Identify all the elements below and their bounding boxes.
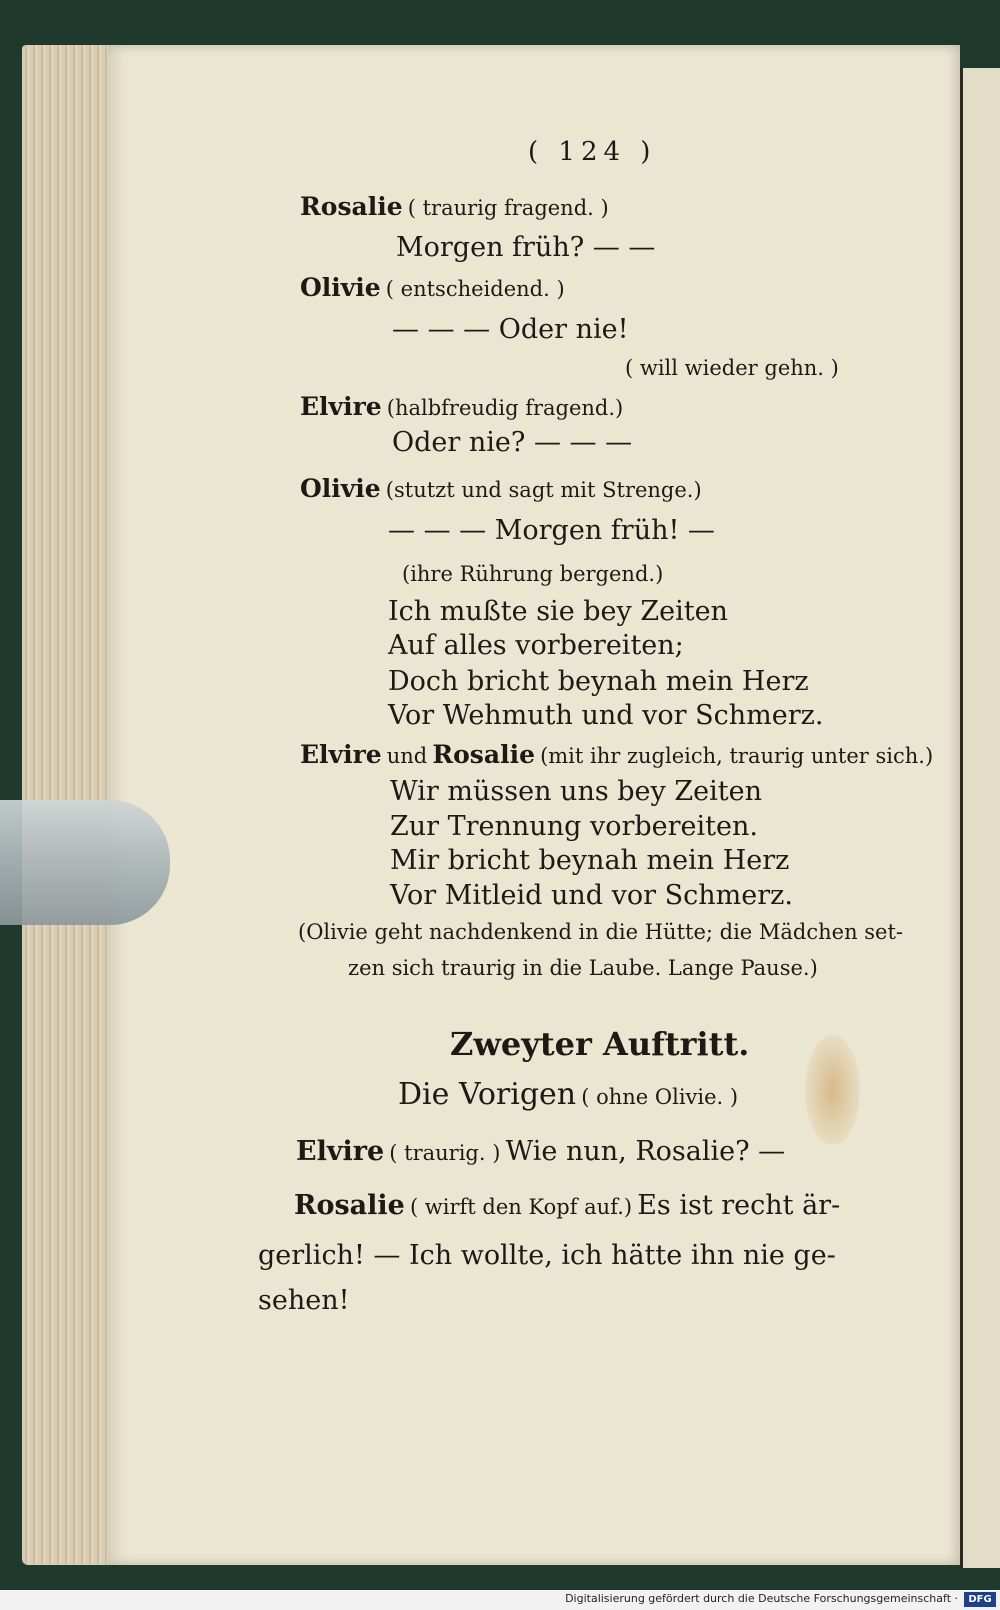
speaker-name: Elvire	[296, 1136, 385, 1167]
speech-line	[300, 392, 623, 421]
verse-line: Mir bricht beynah mein Herz	[390, 845, 790, 876]
verse-line: Vor Mitleid und vor Schmerz.	[390, 880, 793, 911]
speech-line	[294, 1190, 840, 1221]
speech-line	[300, 474, 702, 503]
verse-line: — — — Oder nie!	[392, 314, 629, 345]
verse-line: Oder nie? — — —	[392, 427, 633, 458]
stage-direction: ( ohne Olivie. )	[581, 1085, 739, 1109]
verse-line: Morgen früh? — —	[396, 232, 656, 263]
stage-direction: ( wirft den Kopf auf.)	[409, 1195, 633, 1219]
stage-direction: ( entscheidend. )	[385, 277, 565, 301]
speaker-name: Elvire	[300, 740, 382, 769]
verse-line: Wir müssen uns bey Zeiten	[390, 776, 762, 807]
paper-stain	[805, 1035, 860, 1145]
stage-direction: (ihre Rührung bergend.)	[402, 562, 664, 586]
stage-direction: (halbfreudig fragend.)	[386, 396, 624, 420]
prose-line: gerlich! — Ich wollte, ich hätte ihn nie ge-	[258, 1240, 836, 1271]
speaker-name: Rosalie	[432, 740, 535, 769]
prose-line: sehen!	[258, 1285, 350, 1316]
verse-line: Doch bricht beynah mein Herz	[388, 666, 809, 697]
stage-direction: ( will wieder gehn. )	[625, 356, 839, 380]
speaker-name: Rosalie	[294, 1190, 405, 1221]
scene-heading: Zweyter Auftritt.	[450, 1025, 750, 1063]
verse-line: — — — Morgen früh! —	[388, 515, 715, 546]
stage-direction: ( traurig fragend. )	[407, 196, 609, 220]
speaker-name: Olivie	[300, 474, 381, 503]
stage-direction: (Olivie geht nachdenkend in die Hütte; die Mädchen set-	[298, 920, 904, 944]
dfg-logo: DFG	[964, 1592, 996, 1607]
footer-bar	[0, 1590, 1000, 1610]
speech-line	[296, 1136, 785, 1167]
page-number: ( 124 )	[528, 137, 657, 167]
stage-direction: (mit ihr zugleich, traurig unter sich.)	[540, 744, 934, 768]
verse-line: Vor Wehmuth und vor Schmerz.	[388, 700, 824, 731]
page-clip	[0, 800, 170, 925]
scene-subheading	[398, 1077, 738, 1112]
stage-direction: ( traurig. )	[389, 1141, 501, 1165]
speech-line	[300, 273, 565, 302]
verse-line: Auf alles vorbereiten;	[388, 630, 684, 661]
footer-credit: Digitalisierung gefördert durch die Deutsche Forschungsgemeinschaft ·	[565, 1592, 958, 1605]
speaker-name: Elvire	[300, 392, 382, 421]
stage-direction: (stutzt und sagt mit Strenge.)	[385, 478, 702, 502]
scene-characters: Die Vorigen	[398, 1077, 577, 1112]
speaker-name: Rosalie	[300, 192, 403, 221]
dialogue-text: Es ist recht är-	[637, 1190, 841, 1221]
speech-line	[300, 192, 609, 221]
verse-line: Ich mußte sie bey Zeiten	[388, 596, 728, 627]
verse-line: Zur Trennung vorbereiten.	[390, 811, 758, 842]
facing-page-edge	[960, 68, 1000, 1568]
dialogue-text: Wie nun, Rosalie? —	[505, 1136, 786, 1167]
speaker-joiner: und	[386, 744, 428, 768]
speech-line	[300, 740, 933, 769]
speaker-name: Olivie	[300, 273, 381, 302]
stage-direction: zen sich traurig in die Laube. Lange Pause.)	[348, 956, 818, 980]
